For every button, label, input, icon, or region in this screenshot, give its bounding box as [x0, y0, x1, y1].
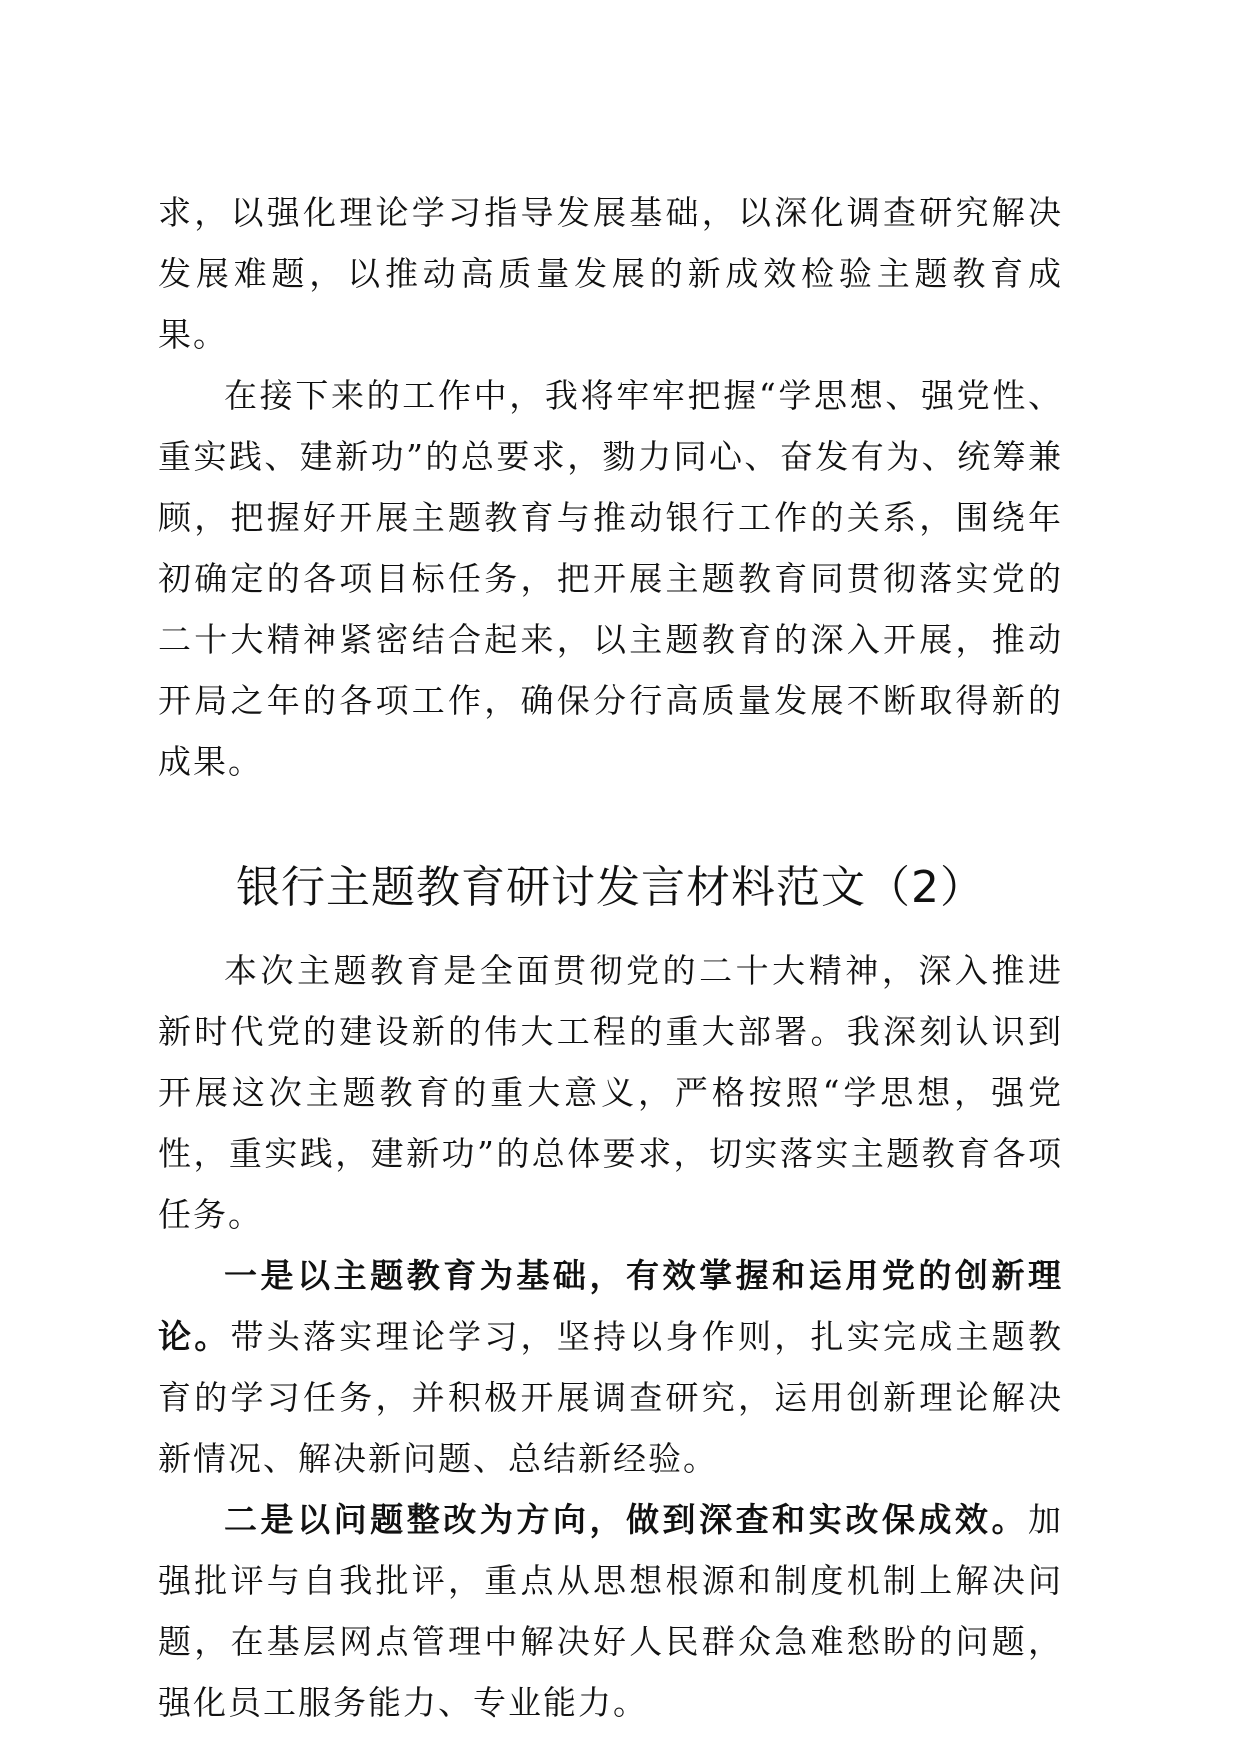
- paragraph-point-one: [158, 1245, 1063, 1489]
- paragraph-intro: 本次主题教育是全面贯彻党的二十大精神，深入推进新时代党的建设新的伟大工程的重大部署。我深刻认识到开展这次主题教育的重大意义，严格按照“学思想，强党性，重实践，建新功”的总体要求，切实落实主题教育各项任务。: [158, 951, 1063, 1234]
- section-title: 银行主题教育研讨发言材料范文（2）: [236, 862, 985, 913]
- document-body: [158, 182, 1063, 1733]
- point-one-heading: 一是以主题教育为基础，有效掌握和运用党的创新理论。: [158, 1256, 1063, 1356]
- point-one-body: 带头落实理论学习，坚持以身作则，扎实完成主题教育的学习任务，并积极开展调查研究，运用创新理论解决新情况、解决新问题、总结新经验。: [158, 1317, 1063, 1478]
- paragraph-continuation: 求，以强化理论学习指导发展基础，以深化调查研究解决发展难题，以推动高质量发展的新成效检验主题教育成果。: [158, 193, 1063, 354]
- paragraph-point-two: [158, 1489, 1063, 1733]
- paragraph-next-work: 在接下来的工作中，我将牢牢把握“学思想、强党性、重实践、建新功”的总要求，勠力同心、奋发有为、统筹兼顾，把握好开展主题教育与推动银行工作的关系，围绕年初确定的各项目标任务，把开展主题教育同贯彻落实党的二十大精神紧密结合起来，以主题教育的深入开展，推动开局之年的各项工作，确保分行高质量发展不断取得新的成果。: [158, 376, 1063, 781]
- point-two-heading: 二是以问题整改为方向，做到深查和实改保成效。: [224, 1500, 1028, 1539]
- point-two-body: 加强批评与自我批评，重点从思想根源和制度机制上解决问题，在基层网点管理中解决好人民群众急难愁盼的问题，强化员工服务能力、专业能力。: [158, 1500, 1063, 1722]
